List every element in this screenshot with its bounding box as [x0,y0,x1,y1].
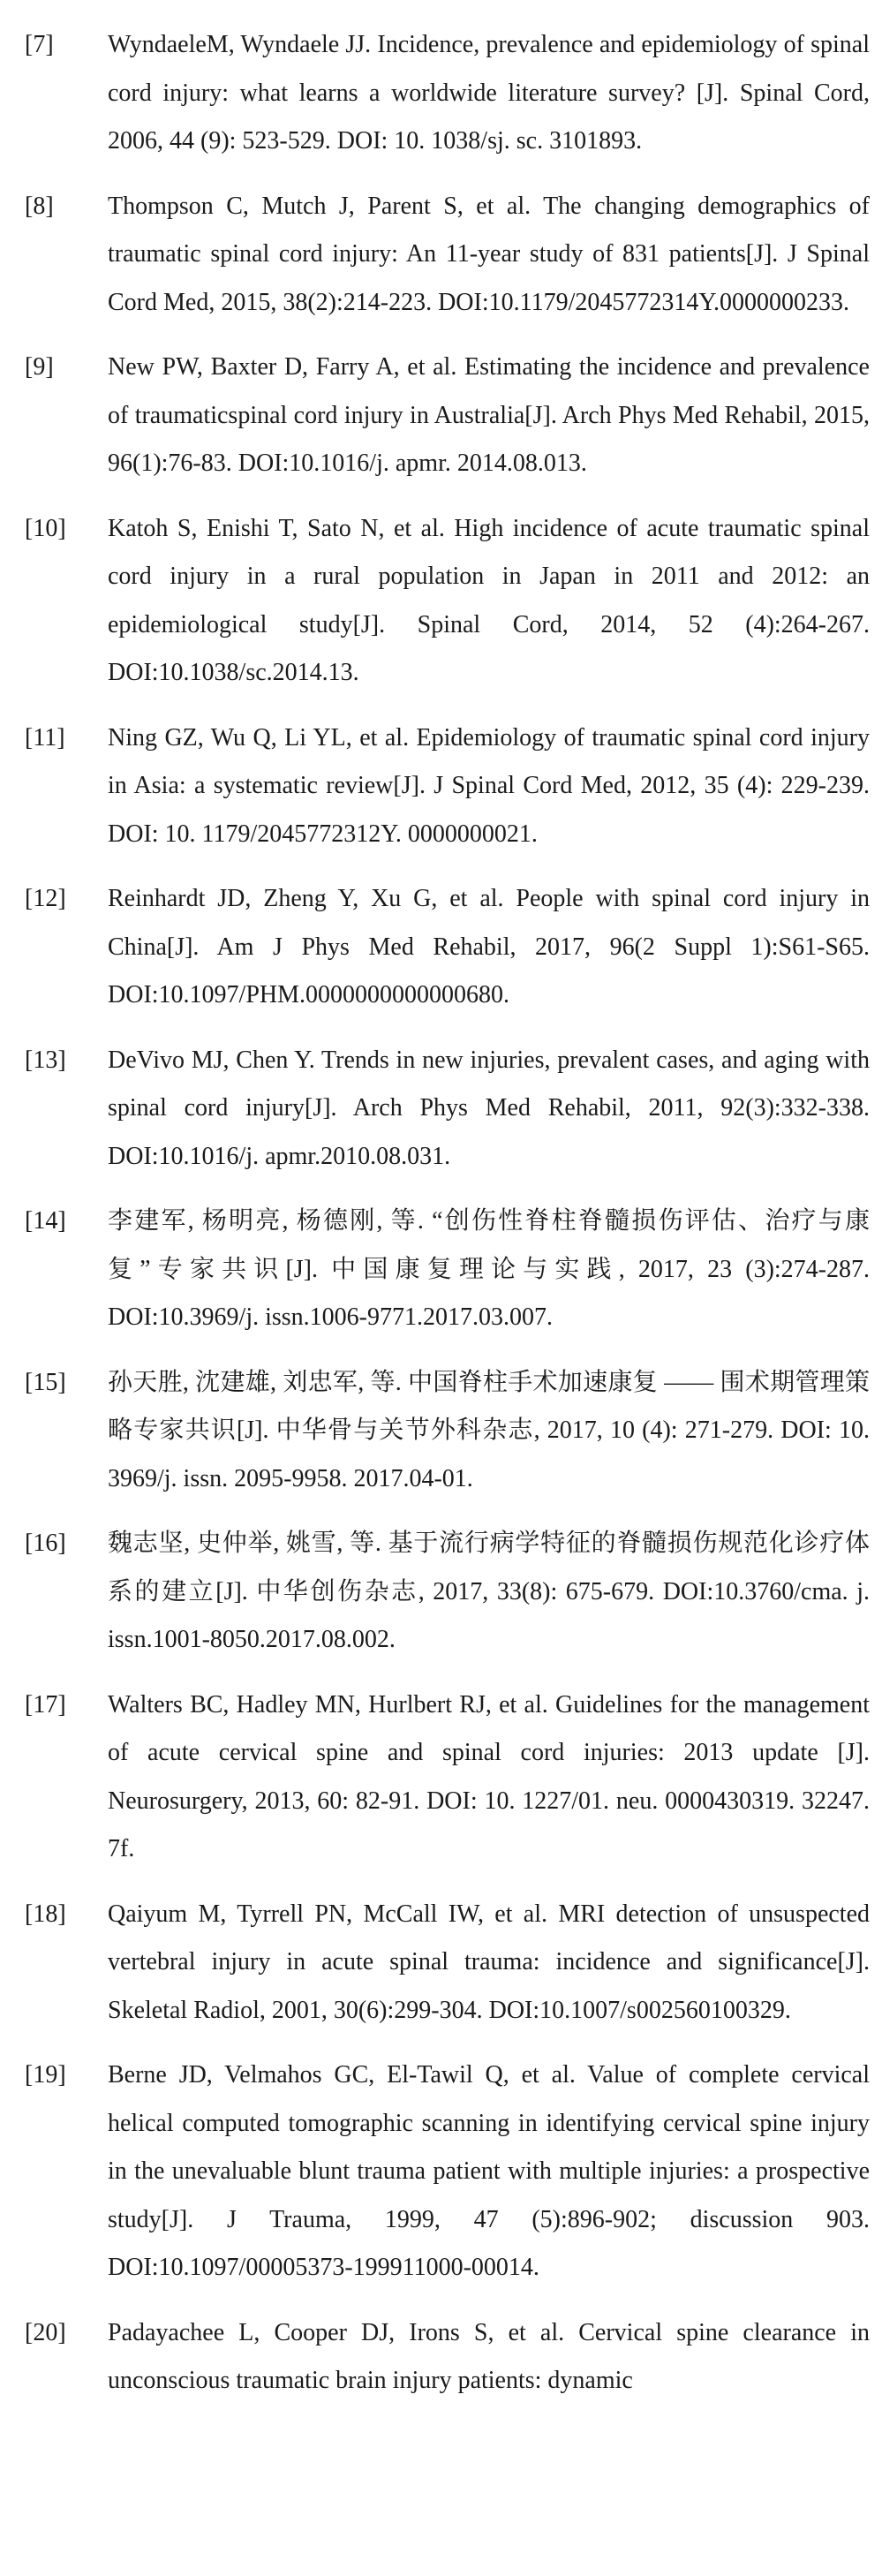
reference-number: [13] [25,1046,66,1074]
reference-item [25,1037,870,1182]
reference-text: WyndaeleM, Wyndaele JJ. Incidence, prevalence and epidemiology of spinal cord injury: what learns a worldwide literature survey? [J]. Spinal Cord, 2006, 44 (9): 523-529. DOI: 10. 1038/sj. sc. 3101893. [108,31,870,155]
reference-text: 魏志坚, 史仲举, 姚雪, 等. 基于流行病学特征的脊髓损伤规范化诊疗体系的建立[J]. 中华创伤杂志, 2017, 33(8): 675-679. DOI:10.3760/cma. j. issn.1001-8050.2017.08.002. [108,1530,870,1653]
reference-list [25,21,870,2406]
reference-text: New PW, Baxter D, Farry A, et al. Estimating the incidence and prevalence of traumaticspinal cord injury in Australia[J]. Arch Phys Med Rehabil, 2015, 96(1):76-83. DOI:10.1016/j. apmr. 2014.08.013. [108,353,870,477]
reference-item [25,2051,870,2293]
reference-item [25,1891,870,2036]
reference-item [25,183,870,328]
reference-number: [7] [25,31,54,58]
reference-item [25,1681,870,1874]
reference-text: Reinhardt JD, Zheng Y, Xu G, et al. People with spinal cord injury in China[J]. Am J Phys Med Rehabil, 2017, 96(2 Suppl 1):S61-S65. DOI:10.1097/PHM.0000000000000680. [108,885,870,1008]
reference-number: [17] [25,1690,66,1719]
reference-item [25,714,870,859]
reference-number: [11] [25,723,65,752]
reference-text: 孙天胜, 沈建雄, 刘忠军, 等. 中国脊柱手术加速康复 —— 围术期管理策略专家共识[J]. 中华骨与关节外科杂志, 2017, 10 (4): 271-279. DOI: 10. 3969/j. issn. 2095-9958. 2017.04-01. [108,1368,870,1492]
reference-text: DeVivo MJ, Chen Y. Trends in new injuries, prevalent cases, and aging with spinal cord injury[J]. Arch Phys Med Rehabil, 2011, 92(3):332-338. DOI:10.1016/j. apmr.2010.08.031. [108,1046,870,1170]
reference-item [25,1520,870,1665]
reference-number: [9] [25,353,54,381]
reference-item [25,344,870,488]
reference-number: [16] [25,1530,66,1557]
reference-text: Walters BC, Hadley MN, Hurlbert RJ, et al. Guidelines for the management of acute cervical spine and spinal cord injuries: 2013 update [J]. Neurosurgery, 2013, 60: 82-91. DOI: 10. 1227/01. neu. 0000430319. 32247. 7f. [108,1690,870,1862]
reference-text: Padayachee L, Cooper DJ, Irons S, et al. Cervical spine clearance in unconscious traumatic brain injury patients: dynamic [108,2318,870,2394]
reference-number: [14] [25,1207,66,1235]
reference-number: [12] [25,885,66,912]
reference-item [25,1359,870,1504]
reference-item [25,2309,870,2406]
reference-text: Qaiyum M, Tyrrell PN, McCall IW, et al. MRI detection of unsuspected vertebral injury in acute spinal trauma: incidence and significance[J]. Skeletal Radiol, 2001, 30(6):299-304. DOI:10.1007/s002560100329. [108,1900,870,2024]
reference-text: Ning GZ, Wu Q, Li YL, et al. Epidemiology of traumatic spinal cord injury in Asia: a systematic review[J]. J Spinal Cord Med, 2012, 35 (4): 229-239. DOI: 10. 1179/2045772312Y. 0000000021. [108,723,870,848]
reference-number: [18] [25,1900,66,1928]
reference-item [25,1197,870,1342]
reference-item [25,505,870,698]
reference-text: Katoh S, Enishi T, Sato N, et al. High incidence of acute traumatic spinal cord injury in a rural population in Japan in 2011 and 2012: an epidemiological study[J]. Spinal Cord, 2014, 52 (4):264-267. DOI:10.1038/sc.2014.13. [108,514,870,686]
reference-number: [20] [25,2318,66,2346]
reference-text: 李建军, 杨明亮, 杨德刚, 等. “创伤性脊柱脊髓损伤评估、治疗与康复”专家共识[J]. 中国康复理论与实践, 2017, 23 (3):274-287. DOI:10.3969/j. issn.1006-9771.2017.03.007. [108,1207,870,1331]
reference-text: Berne JD, Velmahos GC, El-Tawil Q, et al. Value of complete cervical helical computed tomographic scanning in identifying cervical spine injury in the unevaluable blunt trauma patient with multiple injuries: a prospective study[J]. J Trauma, 1999, 47 (5):896-902; discussion 903. DOI:10.1097/00005373-199911000-00014. [108,2061,870,2281]
reference-text: Thompson C, Mutch J, Parent S, et al. The changing demographics of traumatic spinal cord injury: An 11-year study of 831 patients[J]. J Spinal Cord Med, 2015, 38(2):214-223. DOI:10.1179/2045772314Y.0000000233. [108,192,870,316]
reference-item [25,875,870,1020]
reference-number: [10] [25,514,66,542]
reference-number: [15] [25,1368,66,1396]
reference-number: [19] [25,2061,66,2089]
reference-item [25,21,870,166]
reference-number: [8] [25,192,54,220]
